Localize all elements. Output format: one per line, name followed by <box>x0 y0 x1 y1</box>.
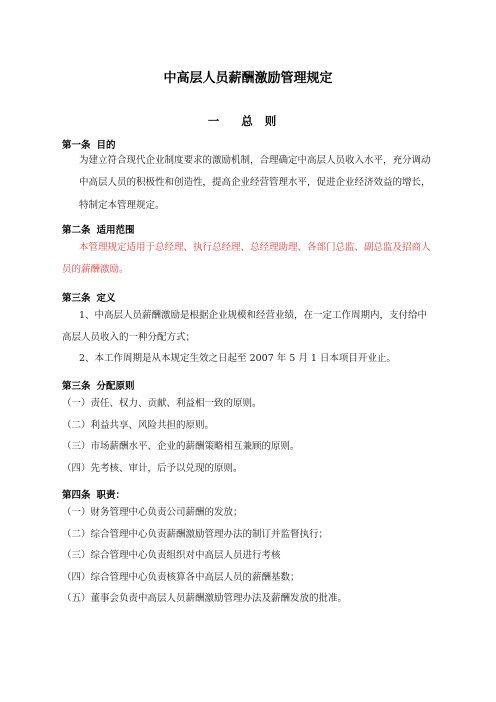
article-3-line-2: 高层人员收入的一种分配方式； <box>62 332 196 343</box>
article-3b-title: 分配原则 <box>96 381 135 392</box>
chapter-name: 总则 <box>241 114 289 128</box>
chapter-number: 一 <box>207 114 220 128</box>
article-3b-heading <box>62 378 135 392</box>
article-3b-line-2: （二）利益共享、风险共担的原则。 <box>62 420 215 431</box>
article-3-heading <box>62 290 116 304</box>
article-2-heading <box>62 222 135 236</box>
article-3-line-1: 1、中高层人员薪酬激励是根据企业规模和经营业绩，在一定工作周期内，支付给中 <box>79 310 428 321</box>
article-3b-line-1: （一）责任、权力、贡献、利益相一致的原则。 <box>62 398 262 409</box>
document-title: 中高层人员薪酬激励管理规定 <box>163 71 333 86</box>
article-1-number: 第一条 <box>62 140 91 151</box>
article-2-title: 适用范围 <box>96 225 135 236</box>
article-4-line-5: （五）董事会负责中高层人员薪酬激励管理办法及薪酬发放的批准。 <box>62 593 348 604</box>
article-4-heading <box>62 487 125 501</box>
article-4-line-4: （四）综合管理中心负责核算各中高层人员的薪酬基数； <box>62 572 300 583</box>
article-3-line-3: 2、本工作周期是从本规定生效之日起至 2007 年 5 月 1 日本项目开业止。 <box>79 353 396 364</box>
article-2-number: 第二条 <box>62 225 91 236</box>
article-3-number: 第三条 <box>62 293 91 304</box>
article-1-line-2: 中高层人员的积极性和创造性，提高企业经营管理水平，促进企业经济效益的增长， <box>79 177 431 188</box>
article-3b-line-4: （四）先考核、审计，后予以兑现的原则。 <box>62 463 243 474</box>
article-4-number: 第四条 <box>62 490 91 501</box>
article-4-line-2: （二）综合管理中心负责薪酬激励管理办法的制订并监督执行； <box>62 529 329 540</box>
article-4-line-1: （一）财务管理中心负责公司薪酬的发放； <box>62 507 243 518</box>
article-3b-line-3: （三）市场薪酬水平、企业的薪酬策略相互兼顾的原则。 <box>62 441 300 452</box>
article-3-title: 定义 <box>96 293 116 304</box>
article-2-line-2: 员的薪酬激励。 <box>62 264 129 275</box>
chapter-heading <box>0 113 496 129</box>
article-3b-number: 第三条 <box>62 381 91 392</box>
article-2-line-1: 本管理规定适用于总经理、执行总经理、总经理助理、各部门总监、副总监及招商人 <box>79 242 431 253</box>
article-4-title: 职责： <box>96 490 126 501</box>
article-1-heading <box>62 137 116 151</box>
article-4-line-3: （三）综合管理中心负责组织对中高层人员进行考核 <box>62 550 281 561</box>
article-1-title: 目的 <box>96 140 116 151</box>
article-1-line-3: 特制定本管理规定。 <box>79 200 165 211</box>
article-1-line-1: 为建立符合现代企业制度要求的激励机制，合理确定中高层人员收入水平，充分调动 <box>79 155 431 166</box>
